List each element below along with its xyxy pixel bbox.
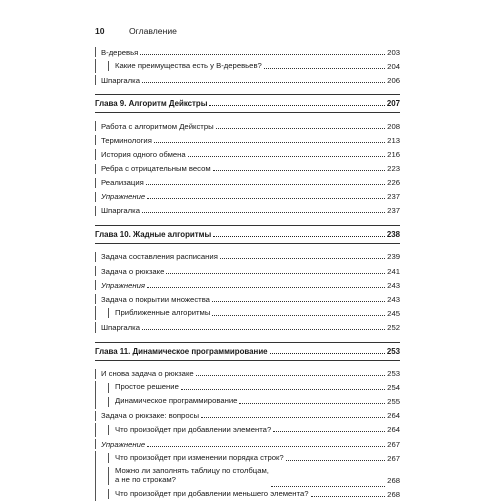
- entry-title: Реализация: [101, 178, 144, 188]
- indent-rule: [95, 465, 96, 487]
- entry-title: Можно ли заполнять таблицу по столбцам, а не по строкам?: [115, 466, 269, 485]
- dot-leader: [146, 184, 385, 185]
- toc-subentry[interactable]: [95, 487, 400, 501]
- toc-entry[interactable]: [95, 45, 400, 59]
- entry-page: 241: [387, 266, 400, 276]
- entry-title: Что произойдет при изменении порядка строк?: [115, 452, 284, 462]
- entry-page: 264: [387, 411, 400, 421]
- indent-rule: [95, 381, 96, 395]
- chapter-heading[interactable]: [95, 225, 400, 244]
- chapter-title: Глава 11. Динамическое программирование: [95, 346, 268, 356]
- entry-title: Шпаргалка: [101, 206, 140, 216]
- indent-rule: [95, 487, 96, 501]
- dot-leader: [273, 431, 385, 432]
- dot-leader: [216, 128, 386, 129]
- entry-page: 245: [387, 308, 400, 318]
- entry-page: 216: [387, 150, 400, 160]
- toc-subentry[interactable]: [95, 381, 400, 395]
- dot-leader: [286, 460, 386, 461]
- entry-title: Упражнения: [101, 280, 146, 290]
- dot-leader: [188, 156, 385, 157]
- toc-entry[interactable]: [95, 367, 400, 381]
- entry-title: Что произойдет при добавлении меньшего элемента?: [115, 488, 309, 498]
- toc-entry[interactable]: [95, 119, 400, 133]
- table-of-contents: [95, 45, 400, 501]
- toc-entry[interactable]: [95, 409, 400, 423]
- entry-page: 223: [387, 164, 400, 174]
- indent-rule: [95, 59, 96, 73]
- entry-title: Терминология: [101, 135, 152, 145]
- dot-leader: [212, 315, 385, 316]
- entry-title: Приближенные алгоритмы: [115, 307, 211, 317]
- entry-page: 252: [387, 322, 400, 332]
- dot-leader: [209, 105, 384, 106]
- indent-rule: [95, 423, 96, 437]
- toc-entry[interactable]: [95, 320, 400, 334]
- toc-entry[interactable]: [95, 133, 400, 147]
- dot-leader: [142, 212, 385, 213]
- running-title: Оглавление: [129, 26, 177, 36]
- entry-page: 239: [387, 252, 400, 262]
- chapter-title: Глава 9. Алгоритм Дейкстры: [95, 99, 208, 109]
- entry-page: 253: [387, 369, 400, 379]
- dot-leader: [213, 170, 386, 171]
- chapter-heading[interactable]: [95, 94, 400, 113]
- dot-leader: [196, 375, 386, 376]
- indent-rule: [108, 61, 109, 71]
- entry-title: B-деревья: [101, 47, 139, 57]
- dot-leader: [154, 142, 385, 143]
- entry-page: 267: [387, 453, 400, 463]
- entry-title: Упражнение: [101, 192, 146, 202]
- dot-leader: [311, 496, 386, 497]
- entry-title: Динамическое программирование: [115, 396, 238, 406]
- toc-entry[interactable]: [95, 437, 400, 451]
- toc-entry[interactable]: [95, 292, 400, 306]
- toc-entry[interactable]: [95, 162, 400, 176]
- entry-title: Упражнение: [101, 439, 146, 449]
- toc-entry[interactable]: [95, 73, 400, 87]
- entry-title: Работа с алгоритмом Дейкстры: [101, 121, 214, 131]
- dot-leader: [212, 301, 385, 302]
- dot-leader: [213, 236, 385, 237]
- indent-rule: [95, 395, 96, 409]
- toc-subentry[interactable]: [95, 465, 400, 487]
- dot-leader: [270, 353, 385, 354]
- dot-leader: [147, 287, 385, 288]
- indent-rule: [108, 489, 109, 499]
- dot-leader: [239, 403, 385, 404]
- toc-subentry[interactable]: [95, 451, 400, 465]
- toc-entry[interactable]: [95, 278, 400, 292]
- entry-page: 203: [387, 47, 400, 57]
- indent-rule: [108, 308, 109, 318]
- toc-entry[interactable]: [95, 264, 400, 278]
- entry-title: Задача о покрытии множества: [101, 294, 210, 304]
- entry-page: 243: [387, 280, 400, 290]
- entry-page: 226: [387, 178, 400, 188]
- entry-title: Задача составления расписания: [101, 252, 218, 262]
- dot-leader: [181, 389, 385, 390]
- dot-leader: [147, 198, 385, 199]
- entry-page: 237: [387, 192, 400, 202]
- indent-rule: [108, 467, 109, 485]
- chapter-heading[interactable]: [95, 342, 400, 361]
- entry-title: Шпаргалка: [101, 75, 140, 85]
- chapter-title: Глава 10. Жадные алгоритмы: [95, 229, 212, 239]
- entry-page: 254: [387, 383, 400, 393]
- entry-title: Задача о рюкзаке: вопросы: [101, 411, 199, 421]
- entry-page: 267: [387, 439, 400, 449]
- dot-leader: [142, 82, 385, 83]
- dot-leader: [264, 68, 385, 69]
- entry-title: Какие преимущества есть у B-деревьев?: [115, 60, 262, 70]
- entry-page: 268: [387, 489, 400, 499]
- entry-title: История одного обмена: [101, 150, 186, 160]
- chapter-page: 238: [386, 229, 400, 239]
- entry-page: 255: [387, 397, 400, 407]
- toc-subentry[interactable]: [95, 423, 400, 437]
- entry-title: Простое решение: [115, 382, 179, 392]
- dot-leader: [201, 417, 385, 418]
- entry-title: Шпаргалка: [101, 322, 140, 332]
- indent-rule: [108, 453, 109, 463]
- toc-subentry[interactable]: [95, 306, 400, 320]
- indent-rule: [108, 425, 109, 435]
- entry-page: 264: [387, 425, 400, 435]
- entry-page: 204: [387, 61, 400, 71]
- indent-rule: [95, 306, 96, 320]
- entry-title: Ребра с отрицательным весом: [101, 164, 211, 174]
- indent-rule: [108, 383, 109, 393]
- entry-page: 268: [387, 476, 400, 486]
- running-header: [95, 26, 177, 36]
- toc-subentry[interactable]: [95, 59, 400, 73]
- entry-page: 213: [387, 135, 400, 145]
- entry-title: Задача о рюкзаке: [101, 266, 165, 276]
- toc-subentry[interactable]: [95, 395, 400, 409]
- toc-entry[interactable]: [95, 250, 400, 264]
- entry-page: 206: [387, 75, 400, 85]
- entry-page: 208: [387, 121, 400, 131]
- entry-title: Что произойдет при добавлении элемента?: [115, 424, 272, 434]
- chapter-page: 207: [386, 99, 400, 109]
- dot-leader: [140, 54, 385, 55]
- toc-entry[interactable]: [95, 204, 400, 218]
- dot-leader: [142, 329, 385, 330]
- chapter-page: 253: [386, 346, 400, 356]
- page-number: 10: [95, 26, 105, 36]
- indent-rule: [95, 451, 96, 465]
- dot-leader: [147, 446, 385, 447]
- toc-entry[interactable]: [95, 190, 400, 204]
- dot-leader: [166, 273, 385, 274]
- toc-entry[interactable]: [95, 147, 400, 161]
- indent-rule: [108, 397, 109, 407]
- entry-page: 237: [387, 206, 400, 216]
- entry-page: 243: [387, 294, 400, 304]
- entry-title: И снова задача о рюкзаке: [101, 369, 194, 379]
- toc-entry[interactable]: [95, 176, 400, 190]
- dot-leader: [220, 258, 385, 259]
